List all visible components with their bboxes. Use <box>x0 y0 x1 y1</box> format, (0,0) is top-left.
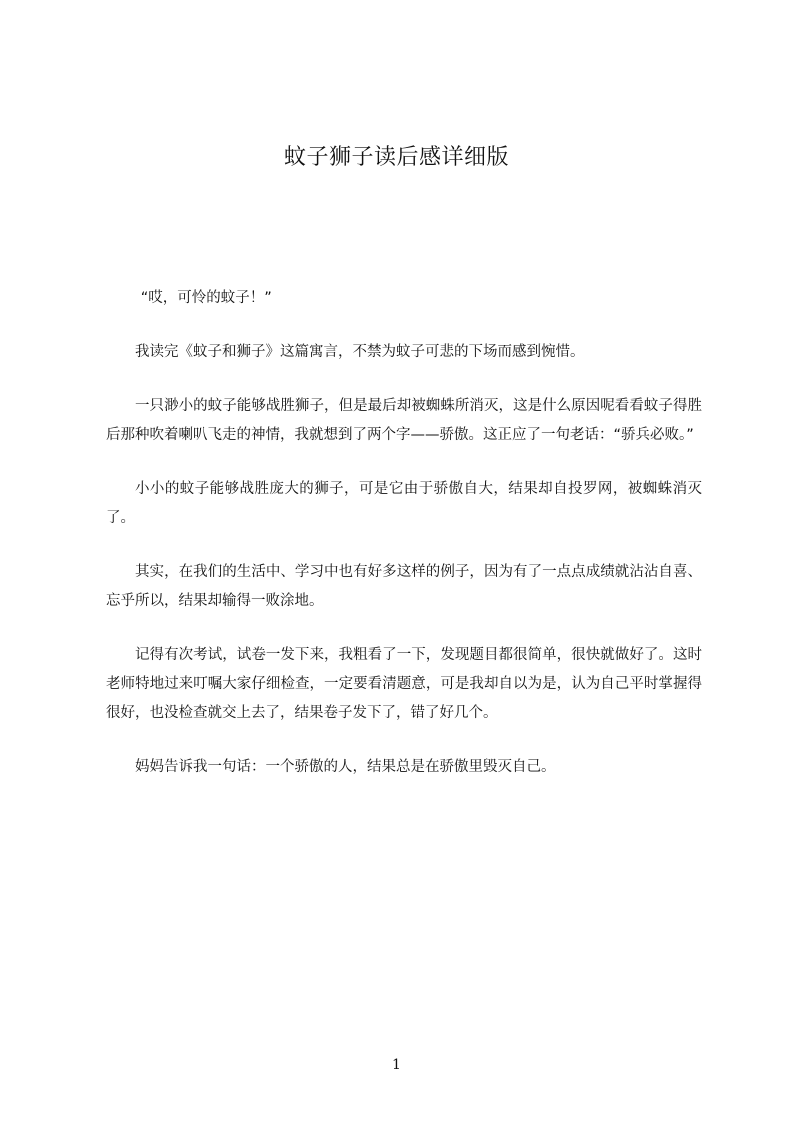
page-number: 1 <box>392 1057 401 1073</box>
paragraph-arrogance-downfall: 小小的蚊子能够战胜庞大的狮子，可是它由于骄傲自大，结果却自投罗网，被蜘蛛消灭了。 <box>106 481 702 526</box>
document-body <box>106 284 702 807</box>
paragraph-mothers-lesson: 妈妈告诉我一句话：一个骄傲的人，结果总是在骄傲里毁灭自己。 <box>135 759 556 775</box>
paragraph-exam-story: 记得有次考试，试卷一发下来，我粗看了一下，发现题目都很简单，很快就做好了。这时老师特地过来叮嘱大家仔细检查，一定要看清题意，可是我却自以为是，认为自己平时掌握得很好，也没检查就交上去了，结果卷子发下了，错了好几个。 <box>106 647 702 721</box>
paragraph-opening-quote: “哎，可怜的蚊子！” <box>140 290 272 306</box>
paragraph-real-life-examples: 其实，在我们的生活中、学习中也有好多这样的例子，因为有了一点点成绩就沾沾自喜、忘乎所以，结果却输得一败涂地。 <box>106 564 702 609</box>
document-title: 蚊子狮子读后感详细版 <box>283 145 509 170</box>
paragraph-story-summary: 一只渺小的蚊子能够战胜狮子，但是最后却被蜘蛛所消灭，这是什么原因呢看看蚊子得胜后那种吹着喇叭飞走的神情，我就想到了两个字——骄傲。这正应了一句老话：“骄兵必败。” <box>106 398 702 443</box>
paragraph-introduction: 我读完《蚊子和狮子》这篇寓言，不禁为蚊子可悲的下场而感到惋惜。 <box>135 344 585 360</box>
